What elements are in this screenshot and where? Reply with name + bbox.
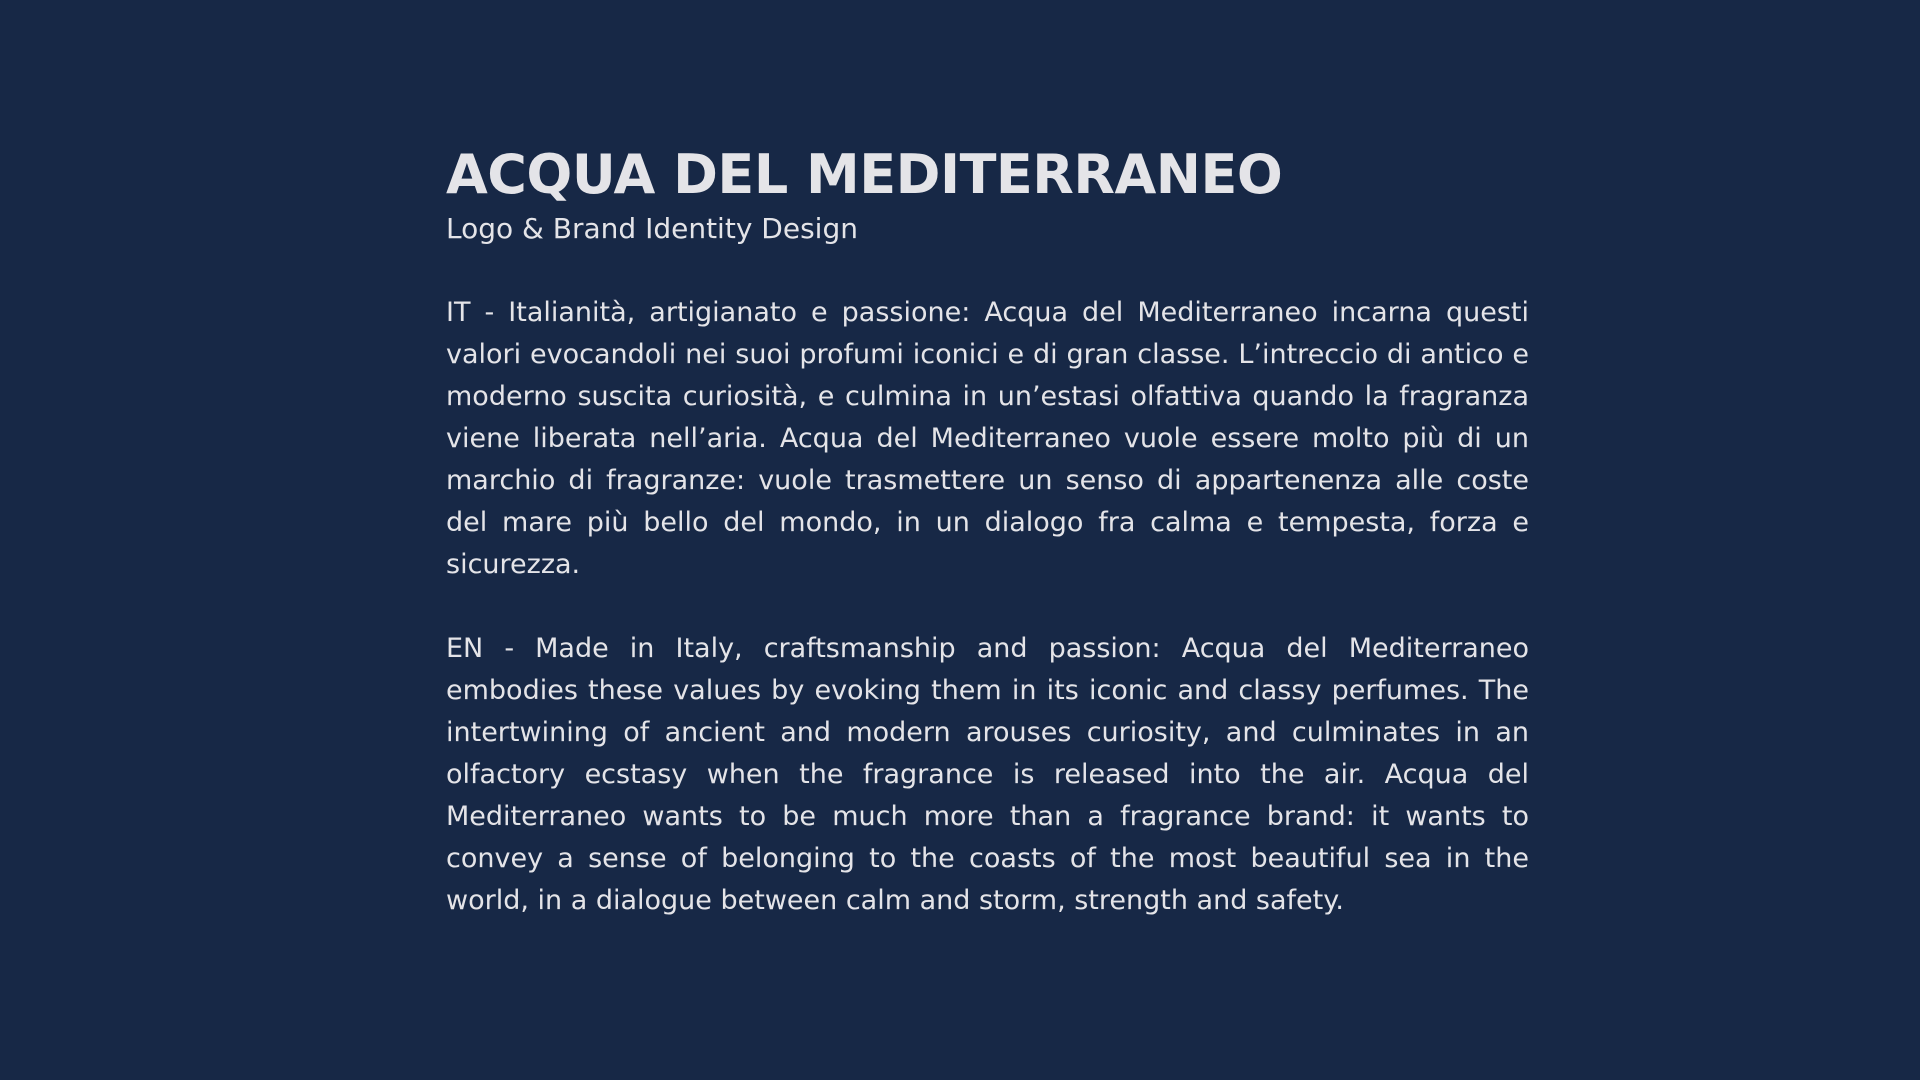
- page-title: ACQUA DEL MEDITERRANEO: [446, 143, 1283, 206]
- description-italian: IT - Italianità, artigianato e passione: Acqua del Mediterraneo incarna questi valori evocandoli nei suoi profumi iconici e di gran classe. L’intreccio di antico e moderno suscita curiosità, e culmina in un’estasi olfattiva quando la fragranza viene liberata nell’aria. Acqua del Mediterraneo vuole essere molto più di un marchio di fragranze: vuole trasmettere un senso di appartenenza alle coste del mare più bello del mondo, in un dialogo fra calma e tempesta, forza e sicurezza.: [446, 297, 1529, 580]
- description-english: EN - Made in Italy, craftsmanship and passion: Acqua del Mediterraneo embodies these values by evoking them in its iconic and classy perfumes. The intertwining of ancient and modern arouses curiosity, and culminates in an olfactory ecstasy when the fragrance is released into the air. Acqua del Mediterraneo wants to be much more than a fragrance brand: it wants to convey a sense of belonging to the coasts of the most beautiful sea in the world, in a dialogue between calm and storm, strength and safety.: [446, 633, 1529, 916]
- page-subtitle: Logo & Brand Identity Design: [446, 212, 858, 245]
- project-description: [446, 140, 1529, 922]
